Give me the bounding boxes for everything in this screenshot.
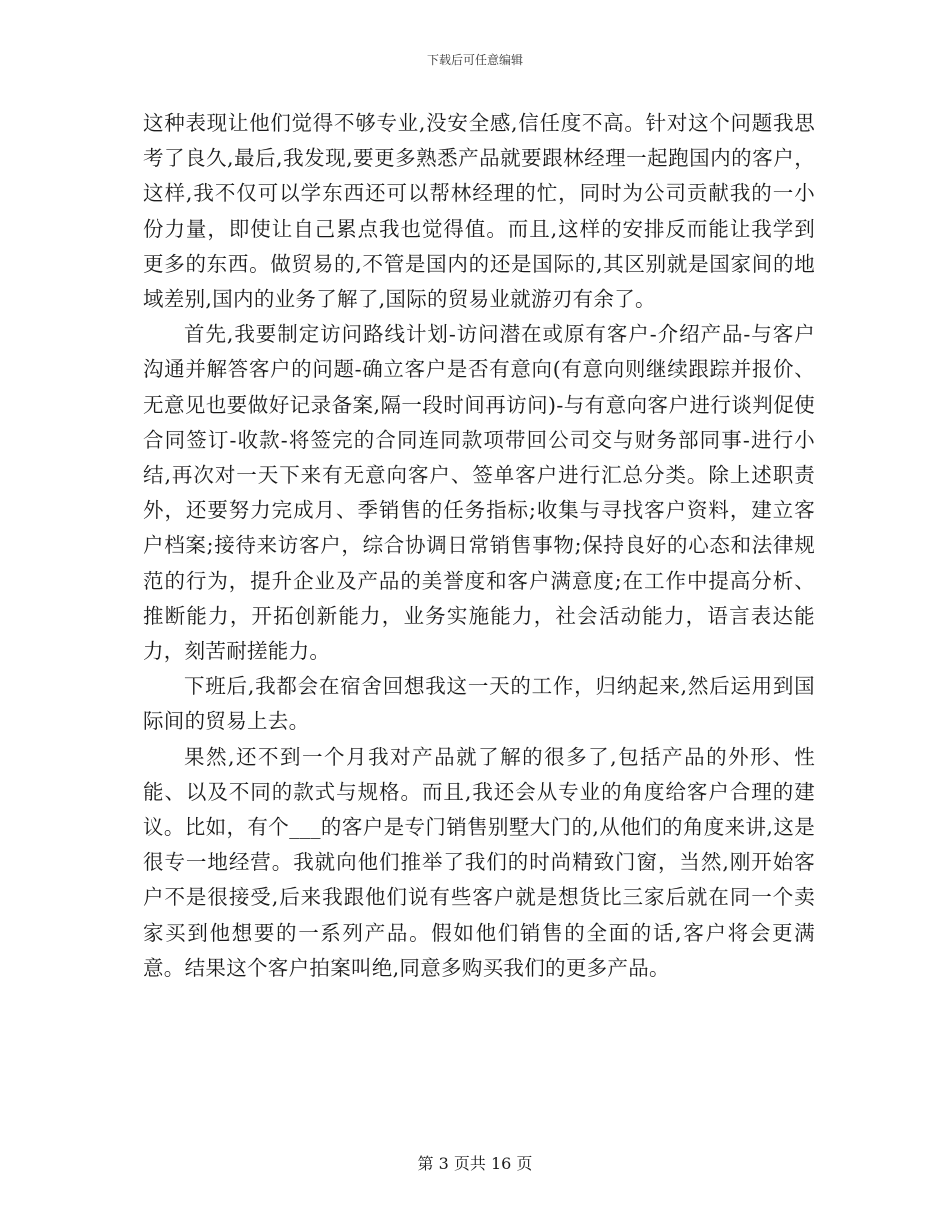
paragraph-3: 下班后,我都会在宿舍回想我这一天的工作，归纳起来,然后运用到国际间的贸易上去。 (143, 674, 815, 734)
paragraph-1: 这种表现让他们觉得不够专业,没安全感,信任度不高。针对这个问题我思考了良久,最后,我发现,要更多熟悉产品就要跟林经理一起跑国内的客户，这样,我不仅可以学东西还可以帮林经理的忙，同时为公司贡献我的一小份力量，即使让自己累点我也觉得值。而且,这样的安排反而能让我学到更多的东西。做贸易的,不管是国内的还是国际的,其区别就是国家间的地域差别,国内的业务了解了,国际的贸易业就游刃有余了。 (143, 111, 815, 312)
document-body (143, 106, 815, 986)
page-footer: 第 3 页共 16 页 (417, 1154, 533, 1173)
page-header: 下载后可任意编辑 (426, 53, 523, 67)
paragraph-2: 首先,我要制定访问路线计划-访问潜在或原有客户-介绍产品-与客户沟通并解答客户的问题-确立客户是否有意向(有意向则继续跟踪并报价、无意见也要做好记录备案,隔一段时间再访问)-与有意向客户进行谈判促使合同签订-收款-将签完的合同连同款项带回公司交与财务部同事-进行小结,再次对一天下来有无意向客户、签单客户进行汇总分类。除上述职责外，还要努力完成月、季销售的任务指标;收集与寻找客户资料，建立客户档案;接待来访客户，综合协调日常销售事物;保持良好的心态和法律规范的行为，提升企业及产品的美誉度和客户满意度;在工作中提高分析、推断能力，开拓创新能力，业务实施能力，社会活动能力，语言表达能力，刻苦耐搓能力。 (143, 322, 815, 664)
paragraph-4: 果然,还不到一个月我对产品就了解的很多了,包括产品的外形、性能、以及不同的款式与规格。而且,我还会从专业的角度给客户合理的建议。比如，有个___的客户是专门销售别墅大门的,从他们的角度来讲,这是很专一地经营。我就向他们推举了我们的时尚精致门窗，当然,刚开始客户不是很接受,后来我跟他们说有些客户就是想货比三家后就在同一个卖家买到他想要的一系列产品。假如他们销售的全面的话,客户将会更满意。结果这个客户拍案叫绝,同意多购买我们的更多产品。 (143, 744, 815, 980)
